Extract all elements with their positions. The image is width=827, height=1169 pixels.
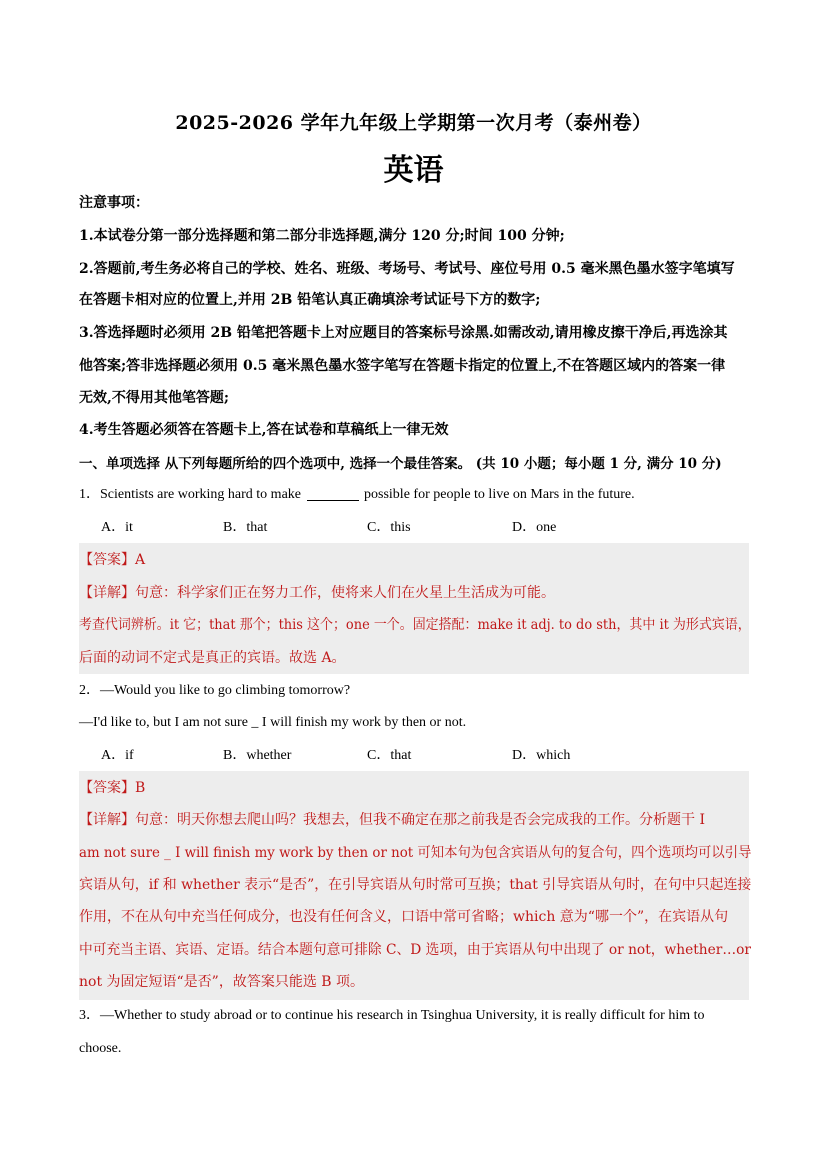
notice-line: 3.答选择题时必须用 2B 铅笔把答题卡上对应题目的答案标号涂黑.如需改动,请用橡皮擦干净后,再选涂其 [79, 325, 728, 341]
q1-option-d: D．one [512, 520, 557, 535]
exam-title: 2025-2026 学年九年级上学期第一次月考（泰州卷） [175, 112, 652, 134]
q1-analysis-line: 考查代词辨析。it 它；that 那个；this 这个；one 一个。固定搭配：make it adj. to do sth，其中 it 为形式宾语， [79, 617, 751, 633]
q2-analysis-line: 中可充当主语、宾语、定语。结合本题句意可排除 C、D 选项，由于宾语从句中出现了 or not，whether…or [79, 942, 751, 958]
q2-analysis-line: not 为固定短语“是否”，故答案只能选 B 项。 [79, 974, 365, 990]
q1-analysis-line: 【详解】句意：科学家们正在努力工作，使将来人们在火星上生活成为可能。 [79, 585, 555, 601]
q2-analysis-line: am not sure _ I will finish my work by then or not 可知本句为包含宾语从句的复合句，四个选项均可以引导 [79, 845, 752, 861]
q1-option-a: A．it [101, 520, 133, 535]
notice-line: 无效,不得用其他笔答题; [79, 390, 230, 406]
question-2-stem-line1: 2．—Would you like to go climbing tomorrow? [79, 683, 351, 698]
q2-analysis-line: 宾语从句，if 和 whether 表示“是否”，在引导宾语从句时常可互换；that 引导宾语从句时，在句中只起连接 [79, 877, 752, 893]
q1-option-b: B．that [223, 520, 268, 535]
q1-analysis-line: 后面的动词不定式是真正的宾语。故选 A。 [79, 650, 346, 666]
q2-option-a: A．if [101, 748, 134, 763]
question-3-stem-line1: 3．—Whether to study abroad or to continue his research in Tsinghua University, it is really difficult for him to [79, 1008, 705, 1023]
q2-analysis-line: 作用，不在从句中充当任何成分，也没有任何含义，口语中常可省略；which 意为“哪一个”，在宾语从句 [79, 909, 729, 925]
q2-analysis-line: 【详解】句意：明天你想去爬山吗？我想去，但我不确定在那之前我是否会完成我的工作。分析题干 I [79, 812, 705, 828]
q2-option-c: C．that [367, 748, 412, 763]
notice-heading: 注意事项： [79, 195, 149, 211]
q2-option-b: B．whether [223, 748, 292, 763]
q1-answer-label: 【答案】A [79, 552, 146, 568]
question-1-stem-after: possible for people to live on Mars in the future. [364, 487, 635, 502]
q1-option-c: C．this [367, 520, 411, 535]
question-1-stem-before: 1．Scientists are working hard to make [79, 487, 302, 502]
answer-blank [307, 486, 359, 501]
q2-option-d: D．which [512, 748, 571, 763]
question-2-stem-line2: —I'd like to, but I am not sure _ I will finish my work by then or not. [79, 715, 467, 730]
question-1-stem [79, 485, 635, 505]
q2-answer-label: 【答案】B [79, 780, 146, 796]
subject-title: 英语 [383, 153, 444, 188]
notice-line: 他答案;答非选择题必须用 0.5 毫米黑色墨水签字笔写在答题卡指定的位置上,不在答题区域内的答案一律 [79, 358, 726, 374]
notice-line: 2.答题前,考生务必将自己的学校、姓名、班级、考场号、考试号、座位号用 0.5 毫米黑色墨水签字笔填写 [79, 261, 735, 277]
notice-line: 1.本试卷分第一部分选择题和第二部分非选择题,满分 120 分;时间 100 分钟; [79, 228, 565, 244]
notice-line: 4.考生答题必须答在答题卡上,答在试卷和草稿纸上一律无效 [79, 422, 449, 438]
question-3-stem-line2: choose. [79, 1041, 122, 1056]
notice-line: 在答题卡相对应的位置上,并用 2B 铅笔认真正确填涂考试证号下方的数字; [79, 292, 541, 308]
section-heading: 一、单项选择 从下列每题所给的四个选项中, 选择一个最佳答案。 (共 10 小题；每小题 1 分, 满分 10 分) [79, 456, 722, 472]
